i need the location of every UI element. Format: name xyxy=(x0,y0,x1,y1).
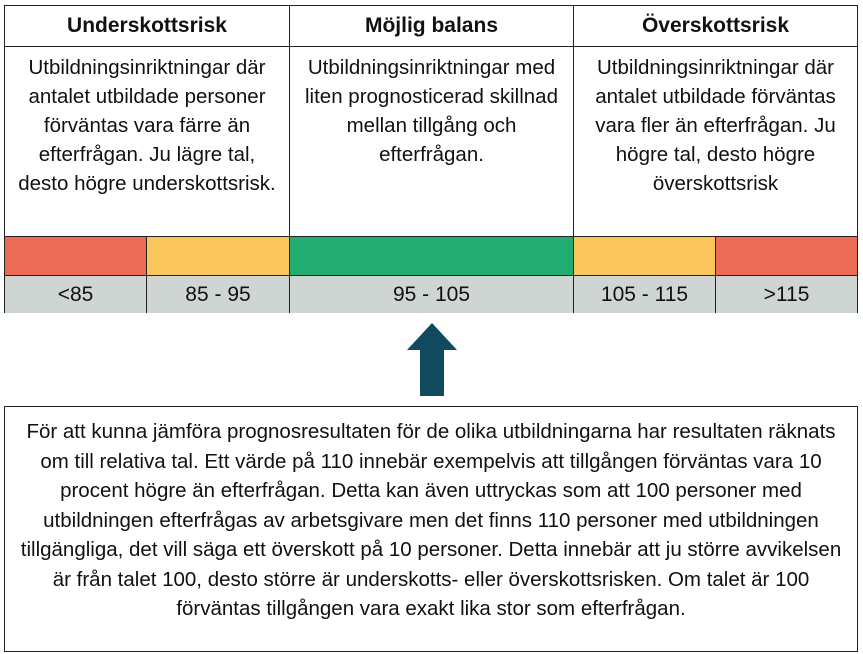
scale-label-low: 85 - 95 xyxy=(147,276,290,313)
scale-label-high: 105 - 115 xyxy=(574,276,716,313)
color-segment-balance xyxy=(290,237,574,275)
color-segment-very-low xyxy=(5,237,147,275)
risk-scale-table xyxy=(4,5,858,313)
column-mojlig-balans xyxy=(290,6,574,236)
scale-label-balance: 95 - 105 xyxy=(290,276,574,313)
color-scale-bar xyxy=(5,236,857,275)
column-overskottsrisk xyxy=(574,6,857,236)
color-segment-low xyxy=(147,237,290,275)
column-description-overskottsrisk: Utbildningsinriktningar där antalet utbildade förväntas vara fler än efterfrågan. Ju högre tal, desto högre överskottsrisk xyxy=(595,56,836,195)
column-description-mojlig-balans: Utbildningsinriktningar med liten prognosticerad skillnad mellan tillgång och efterfrågan. xyxy=(305,56,558,166)
explanation-text: För att kunna jämföra prognosresultaten för de olika utbildningarna har resultaten räknats om till relativa tal. Ett värde på 110 innebär exempelvis att tillgången förväntas vara 10 procent högre än efterfrågan. Detta kan även uttryckas som att 100 personer med utbildningen efterfrågas av arbetsgivare men det finns 110 personer med utbildningen tillgängliga, det vill säga ett överskott på 10 personer. Detta innebär att ju större avvikelsen är från talet 100, desto större är underskotts- eller överskottsrisken. Om talet är 100 förväntas tillgången vara exakt lika stor som efterfrågan. xyxy=(4,406,858,652)
up-arrow-icon xyxy=(407,323,457,396)
column-title-overskottsrisk: Överskottsrisk xyxy=(574,6,857,47)
scale-labels xyxy=(5,275,857,313)
column-title-underskottsrisk: Underskottsrisk xyxy=(5,6,289,47)
column-description-underskottsrisk: Utbildningsinriktningar där antalet utbildade personer förväntas vara färre än efterfrågan. Ju lägre tal, desto högre underskottsrisk. xyxy=(18,56,276,195)
color-segment-very-high xyxy=(716,237,857,275)
column-title-mojlig-balans: Möjlig balans xyxy=(290,6,573,47)
scale-label-very-high: >115 xyxy=(763,282,810,306)
color-segment-high xyxy=(574,237,716,275)
column-underskottsrisk xyxy=(5,6,290,236)
scale-label-very-low: <85 xyxy=(5,276,147,313)
